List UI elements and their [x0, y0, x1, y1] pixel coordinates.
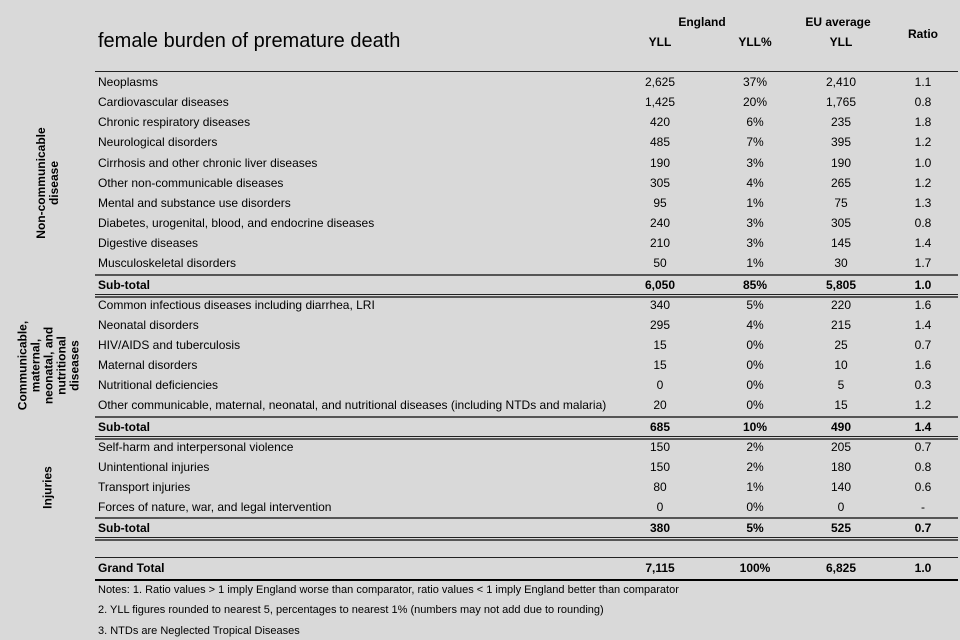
england-yll-pct-cell: 1% [746, 195, 764, 210]
england-yll-cell: 150 [649, 439, 671, 454]
group-label-line: neonatal, and [41, 326, 56, 404]
england-yll-pct-cell: 0% [746, 378, 764, 393]
row-label: Cirrhosis and other chronic liver diseases [98, 155, 318, 170]
eu-yll-cell: 305 [830, 216, 852, 231]
eu-yll-cell: 6,825 [825, 561, 857, 576]
england-yll-cell: 6,050 [644, 277, 676, 292]
england-yll-cell: 685 [649, 419, 671, 434]
subtotal-row [98, 275, 958, 295]
table-row [98, 355, 958, 375]
eu-yll-cell: 1,765 [825, 95, 857, 110]
eu-yll-cell: 0 [837, 500, 845, 515]
eu-yll-cell: 490 [830, 419, 852, 434]
row-label: Sub-total [98, 277, 150, 292]
row-label: Transport injuries [98, 480, 191, 494]
england-yll-pct-cell: 4% [746, 175, 764, 190]
england-yll-pct-cell: 3% [746, 236, 764, 251]
england-yll-pct-cell: 0% [746, 337, 764, 352]
ratio-cell: 1.4 [914, 236, 932, 251]
england-yll-pct-cell: 3% [746, 155, 764, 170]
row-label: Mental and substance use disorders [98, 195, 291, 210]
row-label: Cardiovascular diseases [98, 95, 229, 110]
table-row [98, 477, 958, 497]
table-row [98, 112, 958, 132]
ratio-cell: 0.8 [914, 216, 932, 231]
england-yll-cell: 150 [649, 459, 671, 474]
table-row [98, 395, 958, 415]
row-label: Grand Total [98, 561, 165, 576]
row-label: Maternal disorders [98, 358, 198, 373]
table-row [98, 193, 958, 213]
row-label: HIV/AIDS and tuberculosis [98, 337, 241, 352]
england-yll-pct-cell: 1% [746, 256, 764, 271]
group-label [42, 387, 55, 587]
eu-yll-cell: 140 [830, 480, 852, 494]
eu-yll-cell: 5,805 [825, 277, 857, 292]
eu-yll-cell: 395 [830, 135, 852, 150]
england-yll-cell: 0 [656, 378, 664, 393]
england-yll-pct-cell: 2% [746, 459, 764, 474]
table-row [98, 72, 958, 92]
group-label-line: diseases [67, 339, 82, 391]
page-title: female burden of premature death [98, 30, 401, 52]
table-row [98, 497, 958, 517]
ratio-cell: 1.0 [914, 155, 932, 170]
table-row [98, 153, 958, 173]
eu-yll-cell: 30 [834, 256, 848, 271]
ratio-cell: 1.7 [914, 256, 932, 271]
ratio-cell: 0.3 [914, 378, 932, 393]
england-yll-pct-cell: 37% [742, 75, 768, 89]
row-label: Chronic respiratory diseases [98, 115, 251, 130]
england-yll-cell: 2,625 [644, 75, 676, 89]
table-row [98, 295, 958, 315]
header-eu-yll: YLL [829, 35, 853, 49]
table-row [98, 457, 958, 477]
england-yll-pct-cell: 5% [746, 297, 764, 312]
england-yll-pct-cell: 10% [742, 419, 768, 434]
row-label: Other non-communicable diseases [98, 175, 284, 190]
eu-yll-cell: 205 [830, 439, 852, 454]
note-line: 3. NTDs are Neglected Tropical Diseases [98, 624, 300, 637]
england-yll-pct-cell: 1% [746, 480, 764, 494]
header-england-yll-pct: YLL% [738, 35, 772, 49]
eu-yll-cell: 220 [830, 297, 852, 312]
group-label-line: Injuries [40, 465, 55, 509]
table-row [98, 315, 958, 335]
ratio-cell: 1.3 [914, 195, 932, 210]
england-yll-cell: 7,115 [645, 561, 675, 576]
ratio-cell: 1.2 [914, 175, 932, 190]
row-label: Forces of nature, war, and legal intervention [98, 500, 332, 515]
ratio-cell: 1.1 [914, 75, 932, 89]
header-england: England [678, 15, 726, 29]
grand-total-row [98, 558, 958, 578]
england-yll-cell: 305 [649, 175, 671, 190]
group-label [35, 83, 61, 283]
england-yll-cell: 95 [653, 195, 667, 210]
note-line: Notes: 1. Ratio values > 1 imply England worse than comparator, ratio values < 1 imply England better than comparator [98, 583, 679, 596]
england-yll-cell: 420 [649, 115, 671, 130]
table-row [98, 173, 958, 193]
ratio-cell: 0.7 [914, 521, 932, 536]
eu-yll-cell: 5 [837, 378, 845, 393]
group-label-line: nutritional [54, 335, 69, 395]
group-label-line: Non-communicable [34, 127, 48, 239]
ratio-cell: 1.6 [914, 297, 932, 312]
england-yll-cell: 0 [656, 500, 664, 515]
table-rule [95, 537, 958, 541]
eu-yll-cell: 75 [834, 195, 848, 210]
eu-yll-cell: 15 [834, 398, 848, 413]
row-label: Musculoskeletal disorders [98, 256, 237, 271]
ratio-cell: 1.8 [914, 115, 932, 130]
england-yll-cell: 50 [653, 256, 667, 271]
england-yll-pct-cell: 0% [746, 398, 764, 413]
england-yll-pct-cell: 5% [746, 521, 764, 536]
eu-yll-cell: 145 [830, 236, 852, 251]
group-label-line: disease [47, 160, 61, 205]
england-yll-pct-cell: 3% [746, 216, 764, 231]
row-label: Sub-total [98, 419, 150, 434]
subtotal-row [98, 417, 958, 437]
eu-yll-cell: 265 [830, 175, 852, 190]
ratio-cell: 0.7 [914, 439, 932, 454]
table-row [98, 437, 958, 457]
ratio-cell: 0.6 [914, 480, 932, 494]
note-line: 2. YLL figures rounded to nearest 5, percentages to nearest 1% (numbers may not add due to rounding) [98, 604, 604, 617]
header-england-yll: YLL [648, 35, 672, 49]
england-yll-cell: 340 [649, 297, 671, 312]
eu-yll-cell: 215 [830, 317, 852, 332]
england-yll-cell: 380 [649, 521, 671, 536]
england-yll-cell: 295 [649, 317, 671, 332]
england-yll-cell: 1,425 [644, 95, 676, 110]
table-row [98, 233, 958, 253]
row-label: Neurological disorders [98, 135, 218, 150]
ratio-cell: 1.0 [914, 561, 932, 576]
group-label-line: maternal, [28, 338, 43, 392]
england-yll-pct-cell: 7% [746, 135, 764, 150]
england-yll-pct-cell: 20% [742, 95, 768, 110]
england-yll-cell: 15 [653, 337, 667, 352]
ratio-cell: 0.7 [914, 337, 932, 352]
ratio-cell: - [921, 500, 925, 515]
row-label: Nutritional deficiencies [98, 378, 219, 393]
row-label: Digestive diseases [98, 236, 199, 251]
england-yll-cell: 190 [649, 155, 671, 170]
row-label: Common infectious diseases including diarrhea, LRI [98, 297, 375, 312]
england-yll-pct-cell: 4% [746, 317, 764, 332]
eu-yll-cell: 190 [830, 155, 852, 170]
row-label: Other communicable, maternal, neonatal, and nutritional diseases (including NTDs and malaria) [98, 398, 607, 413]
england-yll-pct-cell: 0% [746, 500, 764, 515]
england-yll-cell: 80 [653, 480, 667, 494]
group-label-line: Communicable, [15, 320, 30, 410]
table-row [98, 253, 958, 273]
ratio-cell: 1.2 [914, 135, 932, 150]
table-row [98, 132, 958, 152]
ratio-cell: 1.4 [914, 419, 932, 434]
england-yll-cell: 210 [649, 236, 671, 251]
england-yll-pct-cell: 100% [739, 561, 771, 576]
england-yll-cell: 485 [649, 135, 671, 150]
table-row [98, 335, 958, 355]
eu-yll-cell: 235 [830, 115, 852, 130]
england-yll-cell: 240 [649, 216, 671, 231]
england-yll-cell: 20 [653, 398, 667, 413]
ratio-cell: 1.6 [914, 358, 932, 373]
england-yll-pct-cell: 6% [746, 115, 764, 130]
england-yll-pct-cell: 85% [742, 277, 768, 292]
table-row [98, 375, 958, 395]
eu-yll-cell: 525 [830, 521, 852, 536]
ratio-cell: 1.0 [914, 277, 932, 292]
table-rule [95, 579, 958, 581]
ratio-cell: 0.8 [914, 95, 932, 110]
row-label: Neoplasms [98, 75, 159, 89]
row-label: Diabetes, urogenital, blood, and endocrine diseases [98, 216, 375, 231]
row-label: Sub-total [98, 521, 150, 536]
eu-yll-cell: 10 [834, 358, 848, 373]
row-label: Unintentional injuries [98, 459, 210, 474]
england-yll-cell: 15 [653, 358, 667, 373]
ratio-cell: 1.2 [914, 398, 932, 413]
england-yll-pct-cell: 2% [746, 439, 764, 454]
row-label: Self-harm and interpersonal violence [98, 439, 294, 454]
ratio-cell: 0.8 [914, 459, 932, 474]
header-eu-average: EU average [805, 15, 871, 29]
eu-yll-cell: 2,410 [825, 75, 857, 89]
row-label: Neonatal disorders [98, 317, 199, 332]
table-row [98, 92, 958, 112]
eu-yll-cell: 180 [830, 459, 852, 474]
subtotal-row [98, 518, 958, 538]
table-row [98, 213, 958, 233]
ratio-cell: 1.4 [914, 317, 932, 332]
england-yll-pct-cell: 0% [746, 358, 764, 373]
header-ratio: Ratio [908, 27, 938, 41]
eu-yll-cell: 25 [834, 337, 848, 352]
